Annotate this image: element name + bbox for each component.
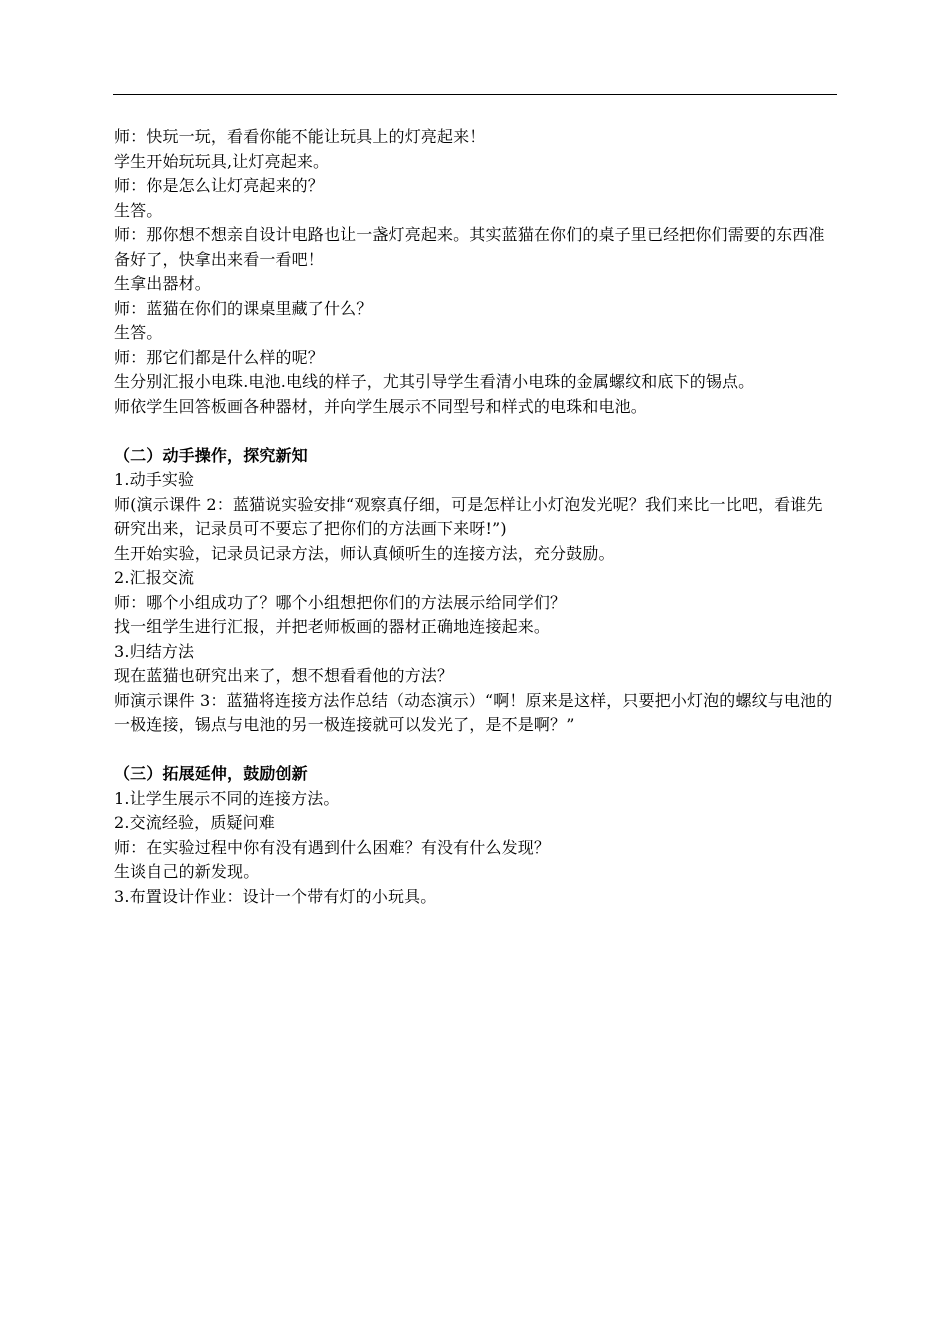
paragraph: 师：你是怎么让灯亮起来的？ (114, 176, 324, 195)
blank-line (114, 419, 838, 444)
paragraph: 师依学生回答板画各种器材，并向学生展示不同型号和样式的电珠和电池。 (114, 396, 647, 416)
paragraph: 师演示课件 3：蓝猫将连接方法作总结（动态演示）“啊！原来是这样，只要把小灯泡的螺纹与电池的一极连接，锡点与电池的另一极连接就可以发光了，是不是啊？” (114, 690, 833, 734)
paragraph: 2.交流经验，质疑问难 (114, 813, 275, 832)
paragraph: 2.汇报交流 (114, 568, 195, 587)
paragraph: 师：快玩一玩，看看你能不能让玩具上的灯亮起来！ (114, 127, 486, 146)
paragraph: 生拿出器材。 (114, 274, 211, 293)
paragraph: 3.布置设计作业：设计一个带有灯的小玩具。 (114, 886, 437, 906)
paragraph: 1.动手实验 (114, 470, 195, 489)
paragraph: 生谈自己的新发现。 (114, 862, 260, 881)
paragraph: 3.归结方法 (114, 641, 195, 661)
paragraph: 师：蓝猫在你们的课桌里藏了什么？ (114, 298, 373, 318)
document-body (114, 125, 838, 909)
paragraph: 师(演示课件 2：蓝猫说实验安排“观察真仔细，可是怎样让小灯泡发光呢？我们来比一比吧，看谁先研究出来，记录员可不要忘了把你们的方法画下来呀!”) (114, 494, 823, 538)
blank-line (114, 738, 838, 763)
paragraph: 现在蓝猫也研究出来了，想不想看看他的方法？ (114, 666, 454, 685)
paragraph: 找一组学生进行汇报，并把老师板画的器材正确地连接起来。 (114, 617, 551, 636)
paragraph: 生分别汇报小电珠.电池.电线的样子，尤其引导学生看清小电珠的金属螺纹和底下的锡点。 (114, 372, 755, 391)
section-heading: （三）拓展延伸，鼓励创新 (114, 764, 308, 783)
paragraph: 师：那它们都是什么样的呢？ (114, 347, 324, 367)
paragraph: 生开始实验，记录员记录方法，师认真倾听生的连接方法，充分鼓励。 (114, 543, 615, 563)
paragraph: 师：那你想不想亲自设计电路也让一盏灯亮起来。其实蓝猫在你们的桌子里已经把你们需要的东西准备好了，快拿出来看一看吧！ (114, 225, 825, 269)
paragraph: 生答。 (114, 200, 163, 220)
header-rule (113, 94, 837, 95)
paragraph: 生答。 (114, 323, 163, 342)
section-heading: （二）动手操作，探究新知 (114, 445, 308, 465)
paragraph: 1.让学生展示不同的连接方法。 (114, 788, 340, 808)
paragraph: 师：哪个小组成功了？哪个小组想把你们的方法展示给同学们？ (114, 592, 567, 612)
paragraph: 学生开始玩玩具,让灯亮起来。 (114, 151, 330, 171)
paragraph: 师：在实验过程中你有没有遇到什么困难？有没有什么发现？ (114, 837, 551, 857)
